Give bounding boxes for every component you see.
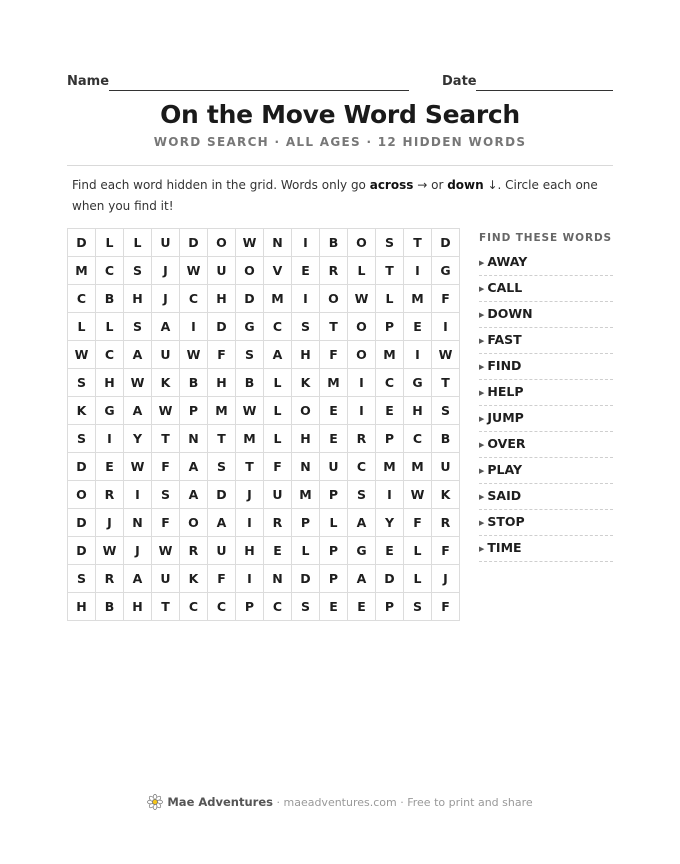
grid-cell[interactable]: C xyxy=(180,593,208,621)
grid-row xyxy=(68,229,460,257)
grid-cell[interactable]: S xyxy=(404,593,432,621)
grid-cell[interactable]: M xyxy=(208,397,236,425)
grid-cell[interactable]: T xyxy=(432,369,460,397)
grid-cell[interactable]: W xyxy=(180,341,208,369)
grid-cell[interactable]: W xyxy=(124,453,152,481)
grid-cell[interactable]: B xyxy=(96,593,124,621)
grid-cell[interactable]: W xyxy=(96,537,124,565)
grid-cell[interactable]: A xyxy=(152,313,180,341)
grid-cell[interactable]: L xyxy=(404,565,432,593)
grid-cell[interactable]: U xyxy=(208,257,236,285)
grid-cell[interactable]: A xyxy=(124,397,152,425)
grid-cell[interactable]: E xyxy=(292,257,320,285)
grid-cell[interactable]: T xyxy=(376,257,404,285)
triangle-bullet-icon: ▶ xyxy=(479,311,485,319)
grid-row xyxy=(68,341,460,369)
grid-cell[interactable]: M xyxy=(68,257,96,285)
grid-cell[interactable]: G xyxy=(404,369,432,397)
grid-cell[interactable]: O xyxy=(320,285,348,313)
grid-cell[interactable]: M xyxy=(404,285,432,313)
word-text: HELP xyxy=(487,384,524,399)
word-text: DOWN xyxy=(487,306,533,321)
grid-cell[interactable]: N xyxy=(292,453,320,481)
grid-cell[interactable]: R xyxy=(180,537,208,565)
letter-grid xyxy=(67,228,460,621)
grid-cell[interactable]: Y xyxy=(124,425,152,453)
grid-cell[interactable]: C xyxy=(68,285,96,313)
grid-cell[interactable]: V xyxy=(264,257,292,285)
grid-cell[interactable]: W xyxy=(152,397,180,425)
grid-cell[interactable]: S xyxy=(236,341,264,369)
grid-cell[interactable]: P xyxy=(376,593,404,621)
grid-cell[interactable]: G xyxy=(432,257,460,285)
grid-cell[interactable]: P xyxy=(376,313,404,341)
instructions-down: down xyxy=(447,178,484,192)
grid-cell[interactable]: B xyxy=(320,229,348,257)
grid-cell[interactable]: O xyxy=(68,481,96,509)
grid-cell[interactable]: D xyxy=(376,565,404,593)
instructions-text-2: . Circle each one when you find it! xyxy=(72,178,598,213)
grid-cell[interactable]: T xyxy=(208,425,236,453)
grid-cell[interactable]: O xyxy=(236,257,264,285)
grid-cell[interactable]: J xyxy=(432,565,460,593)
grid-cell[interactable]: O xyxy=(348,229,376,257)
grid-cell[interactable]: A xyxy=(208,509,236,537)
triangle-bullet-icon: ▶ xyxy=(479,519,485,527)
grid-cell[interactable]: T xyxy=(152,425,180,453)
grid-cell[interactable]: I xyxy=(292,229,320,257)
grid-cell[interactable]: K xyxy=(152,369,180,397)
grid-cell[interactable]: H xyxy=(208,285,236,313)
grid-cell[interactable]: H xyxy=(236,537,264,565)
grid-cell[interactable]: I xyxy=(180,313,208,341)
grid-row xyxy=(68,425,460,453)
grid-cell[interactable]: K xyxy=(180,565,208,593)
grid-cell[interactable]: B xyxy=(180,369,208,397)
grid-cell[interactable]: C xyxy=(180,285,208,313)
grid-row xyxy=(68,593,460,621)
grid-row xyxy=(68,285,460,313)
grid-cell[interactable]: L xyxy=(96,229,124,257)
grid-cell[interactable]: L xyxy=(320,509,348,537)
grid-cell[interactable]: U xyxy=(152,565,180,593)
footer-brand: Mae Adventures xyxy=(167,795,273,809)
grid-cell[interactable]: N xyxy=(124,509,152,537)
triangle-bullet-icon: ▶ xyxy=(479,363,485,371)
grid-cell[interactable]: J xyxy=(236,481,264,509)
grid-cell[interactable]: K xyxy=(68,397,96,425)
grid-cell[interactable]: S xyxy=(68,425,96,453)
grid-cell[interactable]: S xyxy=(292,313,320,341)
grid-cell[interactable]: F xyxy=(432,285,460,313)
grid-cell[interactable]: L xyxy=(96,313,124,341)
grid-cell[interactable]: A xyxy=(180,453,208,481)
grid-cell[interactable]: E xyxy=(320,397,348,425)
grid-cell[interactable]: G xyxy=(96,397,124,425)
grid-cell[interactable]: H xyxy=(124,593,152,621)
grid-cell[interactable]: D xyxy=(68,453,96,481)
word-text: TIME xyxy=(487,540,522,555)
grid-cell[interactable]: O xyxy=(348,341,376,369)
grid-cell[interactable]: U xyxy=(320,453,348,481)
grid-cell[interactable]: N xyxy=(264,565,292,593)
grid-cell[interactable]: S xyxy=(68,565,96,593)
grid-cell[interactable]: I xyxy=(124,481,152,509)
grid-cell[interactable]: U xyxy=(152,229,180,257)
grid-cell[interactable]: L xyxy=(376,285,404,313)
grid-cell[interactable]: E xyxy=(320,425,348,453)
grid-cell[interactable]: B xyxy=(96,285,124,313)
grid-cell[interactable]: A xyxy=(348,565,376,593)
footer-separator-2: · xyxy=(400,796,404,809)
arrow-down-icon: ↓ xyxy=(487,178,498,192)
grid-cell[interactable]: M xyxy=(236,425,264,453)
grid-cell[interactable]: A xyxy=(124,341,152,369)
grid-cell[interactable]: L xyxy=(348,257,376,285)
grid-cell[interactable]: A xyxy=(348,509,376,537)
word-text: PLAY xyxy=(487,462,523,477)
grid-cell[interactable]: S xyxy=(376,229,404,257)
grid-cell[interactable]: E xyxy=(320,593,348,621)
footer-separator: · xyxy=(276,796,280,809)
grid-cell[interactable]: T xyxy=(320,313,348,341)
date-label: Date xyxy=(442,74,477,89)
grid-cell[interactable]: F xyxy=(432,593,460,621)
grid-cell[interactable]: M xyxy=(376,341,404,369)
grid-cell[interactable]: D xyxy=(68,509,96,537)
grid-cell[interactable]: I xyxy=(236,565,264,593)
grid-cell[interactable]: M xyxy=(376,453,404,481)
instructions xyxy=(72,175,612,217)
grid-cell[interactable]: I xyxy=(404,257,432,285)
grid-cell[interactable]: P xyxy=(180,397,208,425)
grid-cell[interactable]: D xyxy=(432,229,460,257)
grid-cell[interactable]: R xyxy=(320,257,348,285)
word-list-item xyxy=(479,458,613,484)
grid-cell[interactable]: C xyxy=(376,369,404,397)
grid-cell[interactable]: I xyxy=(96,425,124,453)
word-text: FAST xyxy=(487,332,522,347)
grid-cell[interactable]: D xyxy=(236,285,264,313)
grid-cell[interactable]: C xyxy=(264,593,292,621)
grid-cell[interactable]: D xyxy=(180,229,208,257)
grid-cell[interactable]: R xyxy=(96,481,124,509)
word-list xyxy=(479,228,613,562)
grid-cell[interactable]: S xyxy=(432,397,460,425)
grid-cell[interactable]: E xyxy=(404,313,432,341)
name-date-row xyxy=(67,74,613,94)
word-list-item xyxy=(479,250,613,276)
grid-cell[interactable]: W xyxy=(236,397,264,425)
grid-cell[interactable]: L xyxy=(124,229,152,257)
grid-cell[interactable]: N xyxy=(180,425,208,453)
word-list-item xyxy=(479,536,613,562)
grid-cell[interactable]: A xyxy=(264,341,292,369)
grid-cell[interactable]: D xyxy=(68,537,96,565)
grid-cell[interactable]: J xyxy=(124,537,152,565)
word-text: FIND xyxy=(487,358,522,373)
grid-cell[interactable]: B xyxy=(236,369,264,397)
grid-cell[interactable]: C xyxy=(96,257,124,285)
grid-cell[interactable]: H xyxy=(292,425,320,453)
grid-cell[interactable]: A xyxy=(180,481,208,509)
grid-row xyxy=(68,397,460,425)
word-list-item xyxy=(479,406,613,432)
date-line xyxy=(476,90,613,91)
grid-cell[interactable]: J xyxy=(152,257,180,285)
grid-cell[interactable]: U xyxy=(152,341,180,369)
page-title: On the Move Word Search xyxy=(160,100,520,129)
name-label: Name xyxy=(67,74,110,89)
triangle-bullet-icon: ▶ xyxy=(479,493,485,501)
grid-cell[interactable]: R xyxy=(348,425,376,453)
grid-cell[interactable]: O xyxy=(180,509,208,537)
grid-cell[interactable]: C xyxy=(208,593,236,621)
grid-cell[interactable]: N xyxy=(264,229,292,257)
grid-row xyxy=(68,565,460,593)
word-text: STOP xyxy=(487,514,525,529)
grid-cell[interactable]: W xyxy=(348,285,376,313)
word-list-item xyxy=(479,380,613,406)
triangle-bullet-icon: ▶ xyxy=(479,337,485,345)
triangle-bullet-icon: ▶ xyxy=(479,545,485,553)
grid-cell[interactable]: I xyxy=(376,481,404,509)
grid-cell[interactable]: C xyxy=(348,453,376,481)
grid-cell[interactable]: O xyxy=(292,397,320,425)
grid-cell[interactable]: D xyxy=(208,313,236,341)
grid-cell[interactable]: E xyxy=(96,453,124,481)
grid-cell[interactable]: W xyxy=(152,537,180,565)
grid-cell[interactable]: F xyxy=(208,565,236,593)
grid-cell[interactable]: D xyxy=(68,229,96,257)
triangle-bullet-icon: ▶ xyxy=(479,415,485,423)
grid-cell[interactable]: I xyxy=(236,509,264,537)
name-line xyxy=(109,90,409,91)
grid-cell[interactable]: P xyxy=(320,537,348,565)
grid-row xyxy=(68,509,460,537)
grid-cell[interactable]: E xyxy=(264,537,292,565)
grid-cell[interactable]: P xyxy=(320,481,348,509)
grid-cell[interactable]: D xyxy=(208,481,236,509)
grid-cell[interactable]: W xyxy=(236,229,264,257)
grid-cell[interactable]: T xyxy=(152,593,180,621)
grid-cell[interactable]: S xyxy=(124,257,152,285)
instructions-or: or xyxy=(427,178,448,192)
word-list-item xyxy=(479,328,613,354)
grid-cell[interactable]: U xyxy=(208,537,236,565)
grid-cell[interactable]: H xyxy=(96,369,124,397)
grid-cell[interactable]: P xyxy=(376,425,404,453)
grid-row xyxy=(68,453,460,481)
grid-cell[interactable]: H xyxy=(124,285,152,313)
grid-cell[interactable]: K xyxy=(432,481,460,509)
grid-row xyxy=(68,313,460,341)
triangle-bullet-icon: ▶ xyxy=(479,285,485,293)
grid-cell[interactable]: L xyxy=(264,425,292,453)
grid-cell[interactable]: M xyxy=(404,453,432,481)
grid-cell[interactable]: C xyxy=(264,313,292,341)
grid-cell[interactable]: L xyxy=(264,397,292,425)
grid-cell[interactable]: B xyxy=(432,425,460,453)
arrow-right-icon: → xyxy=(417,178,428,192)
grid-cell[interactable]: P xyxy=(292,509,320,537)
grid-cell[interactable]: S xyxy=(348,481,376,509)
grid-cell[interactable]: I xyxy=(404,341,432,369)
word-text: CALL xyxy=(487,280,523,295)
grid-cell[interactable]: F xyxy=(208,341,236,369)
word-text: JUMP xyxy=(487,410,524,425)
triangle-bullet-icon: ▶ xyxy=(479,467,485,475)
triangle-bullet-icon: ▶ xyxy=(479,441,485,449)
grid-cell[interactable]: Y xyxy=(376,509,404,537)
grid-cell[interactable]: U xyxy=(264,481,292,509)
grid-cell[interactable]: M xyxy=(264,285,292,313)
footer xyxy=(67,794,613,810)
footer-tagline: Free to print and share xyxy=(407,796,533,809)
grid-cell[interactable]: I xyxy=(348,369,376,397)
grid-cell[interactable]: F xyxy=(152,509,180,537)
word-list-item xyxy=(479,484,613,510)
word-text: AWAY xyxy=(487,254,528,269)
grid-row xyxy=(68,257,460,285)
grid-cell[interactable]: T xyxy=(236,453,264,481)
flower-logo-icon xyxy=(147,794,163,810)
grid-cell[interactable]: P xyxy=(320,565,348,593)
grid-cell[interactable]: I xyxy=(292,285,320,313)
grid-cell[interactable]: L xyxy=(68,313,96,341)
grid-cell[interactable]: C xyxy=(96,341,124,369)
grid-cell[interactable]: F xyxy=(152,453,180,481)
word-list-item xyxy=(479,276,613,302)
grid-cell[interactable]: H xyxy=(68,593,96,621)
grid-cell[interactable]: O xyxy=(208,229,236,257)
grid-cell[interactable]: E xyxy=(376,397,404,425)
word-list-item xyxy=(479,510,613,536)
word-list-item xyxy=(479,432,613,458)
grid-cell[interactable]: I xyxy=(432,313,460,341)
instructions-text-1: Find each word hidden in the grid. Words only go xyxy=(72,178,370,192)
grid-cell[interactable]: S xyxy=(68,369,96,397)
grid-cell[interactable]: M xyxy=(292,481,320,509)
grid-cell[interactable]: D xyxy=(292,565,320,593)
grid-row xyxy=(68,537,460,565)
grid-cell[interactable]: P xyxy=(236,593,264,621)
page-subtitle: WORD SEARCH · ALL AGES · 12 HIDDEN WORDS xyxy=(153,135,527,149)
word-list-items xyxy=(479,250,613,562)
grid-cell[interactable]: S xyxy=(124,313,152,341)
divider xyxy=(67,165,613,166)
grid-cell[interactable]: H xyxy=(292,341,320,369)
grid-cell[interactable]: J xyxy=(152,285,180,313)
grid-cell[interactable]: O xyxy=(348,313,376,341)
grid-cell[interactable]: G xyxy=(348,537,376,565)
grid-cell[interactable]: H xyxy=(208,369,236,397)
instructions-across: across xyxy=(369,178,414,192)
grid-cell[interactable]: G xyxy=(236,313,264,341)
grid-cell[interactable]: F xyxy=(264,453,292,481)
grid-cell[interactable]: S xyxy=(292,593,320,621)
grid-row xyxy=(68,481,460,509)
grid-cell[interactable]: W xyxy=(432,341,460,369)
grid-cell[interactable]: R xyxy=(432,509,460,537)
grid-cell[interactable]: H xyxy=(404,397,432,425)
grid-cell[interactable]: I xyxy=(348,397,376,425)
triangle-bullet-icon: ▶ xyxy=(479,259,485,267)
grid-cell[interactable]: F xyxy=(404,509,432,537)
word-text: SAID xyxy=(487,488,522,503)
grid-cell[interactable]: K xyxy=(292,369,320,397)
grid-cell[interactable]: W xyxy=(180,257,208,285)
grid-cell[interactable]: W xyxy=(68,341,96,369)
grid-cell[interactable]: W xyxy=(404,481,432,509)
grid-cell[interactable]: W xyxy=(124,369,152,397)
grid-cell[interactable]: M xyxy=(320,369,348,397)
grid-cell[interactable]: R xyxy=(96,565,124,593)
grid-cell[interactable]: S xyxy=(152,481,180,509)
grid-cell[interactable]: C xyxy=(404,425,432,453)
grid-cell[interactable]: S xyxy=(208,453,236,481)
word-list-item xyxy=(479,302,613,328)
grid-cell[interactable]: L xyxy=(404,537,432,565)
word-list-item xyxy=(479,354,613,380)
grid-cell[interactable]: E xyxy=(376,537,404,565)
footer-site: maeadventures.com xyxy=(283,796,397,809)
grid-cell[interactable]: A xyxy=(124,565,152,593)
grid-cell[interactable]: L xyxy=(292,537,320,565)
grid-cell[interactable]: J xyxy=(96,509,124,537)
grid-cell[interactable]: L xyxy=(264,369,292,397)
grid-row xyxy=(68,369,460,397)
word-text: OVER xyxy=(487,436,526,451)
grid-cell[interactable]: F xyxy=(432,537,460,565)
grid-cell[interactable]: E xyxy=(348,593,376,621)
triangle-bullet-icon: ▶ xyxy=(479,389,485,397)
grid-cell[interactable]: F xyxy=(320,341,348,369)
grid-cell[interactable]: T xyxy=(404,229,432,257)
grid-cell[interactable]: U xyxy=(432,453,460,481)
grid-cell[interactable]: R xyxy=(264,509,292,537)
word-list-heading: FIND THESE WORDS xyxy=(479,232,613,244)
